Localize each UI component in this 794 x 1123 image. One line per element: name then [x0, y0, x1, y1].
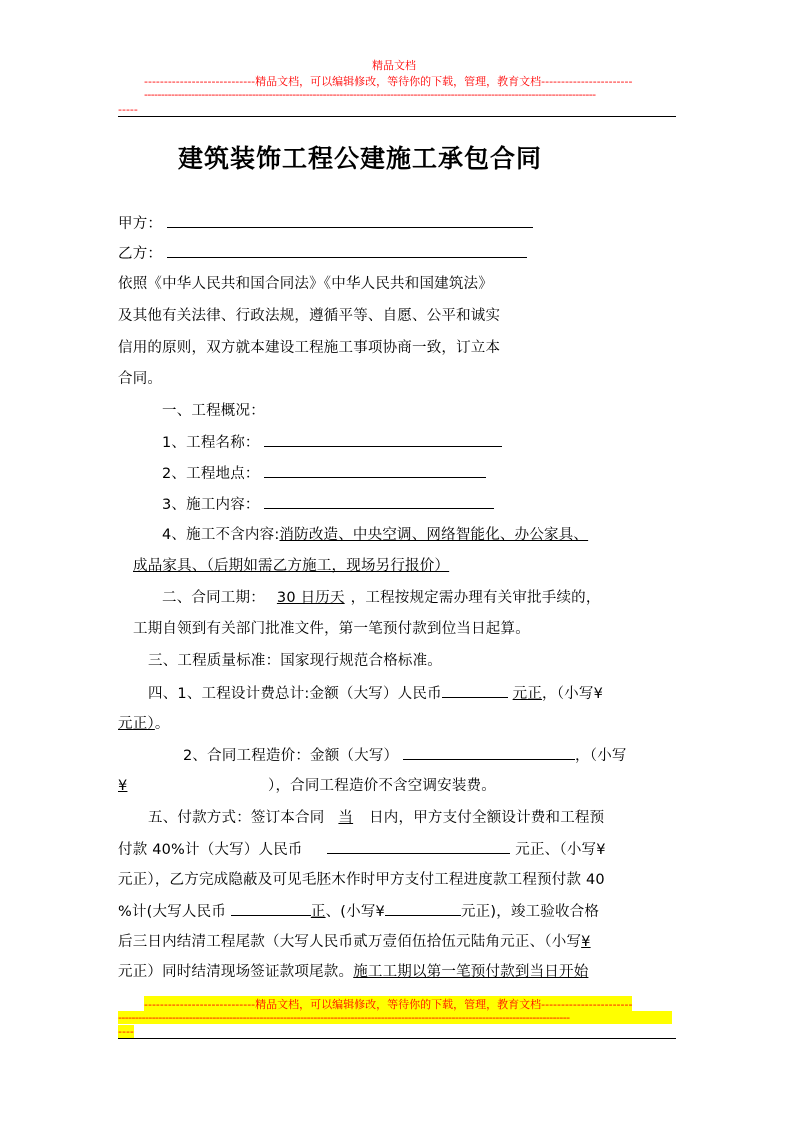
payment-label: 五、付款方式：签订本合同 [148, 810, 325, 826]
project-name-row [162, 432, 502, 453]
party-b-row [118, 243, 527, 264]
contract-period-label: 二、合同工期： [162, 590, 265, 606]
contract-price-yen-field[interactable]: ¥ [118, 778, 128, 794]
footer-banner [144, 996, 632, 1012]
footer-dash-tail: ---- [118, 1025, 134, 1038]
contract-price-small: ，（小写 [575, 748, 627, 764]
contract-price-label: 2、合同工程造价：金额（大写） [183, 748, 399, 764]
payment-line-4-c: 、(小写¥ [325, 904, 385, 920]
project-location-field[interactable] [264, 463, 486, 478]
party-a-label: 甲方： [118, 216, 163, 232]
payment-line-6 [118, 962, 588, 982]
payment-line-4-d: 元正)，竣工验收合格 [460, 904, 600, 920]
payment-line-5 [118, 932, 599, 952]
footer-banner-left-dashes: ---------------------------- [144, 998, 256, 1011]
excluded-content-row [162, 525, 588, 545]
intro-line-2: 及其他有关法律、行政法规，遵循平等、自愿、公平和诚实 [118, 308, 501, 324]
party-a-row [118, 213, 533, 234]
payment-line-1-rest: 日内，甲方支付全额设计费和工程预 [369, 810, 605, 826]
intro-line-1: 依照《中华人民共和国合同法》《中华人民共和国建筑法》 [118, 276, 493, 292]
contract-period-rest: ，工程按规定需办理有关审批手续的， [350, 590, 601, 606]
excluded-content-value-1: 消防改造、中央空调、网络智能化、办公家具、 [279, 527, 589, 543]
footer-dash-line: -------------------------------------------------------------------------------------------------------------------------------------- [118, 1011, 672, 1024]
payment-line-4 [118, 901, 599, 922]
project-location-label: 2、工程地点： [162, 466, 260, 482]
payment-line-1 [148, 808, 604, 828]
project-location-row [162, 463, 486, 484]
contract-price-row-2 [118, 776, 496, 796]
excluded-content-value-2: 成品家具、（后期如需乙方施工，现场另行报价） [133, 558, 450, 574]
header-banner-left-dashes: ---------------------------- [144, 75, 256, 88]
contract-period-value[interactable]: 30 日历天 [276, 590, 345, 606]
design-fee-field[interactable] [442, 683, 508, 698]
progress-amount-field[interactable] [231, 901, 311, 916]
footer-banner-right-dashes: ----------------------- [541, 998, 633, 1011]
header-dash-line: -------------------------------------------------------------------------------------------------------------------------------------- [144, 88, 596, 101]
intro-line-4: 合同。 [118, 371, 163, 387]
header-banner-text: 精品文档，可以编辑修改，等待你的下载，管理，教育文档 [255, 75, 542, 88]
footer-divider [118, 1038, 676, 1039]
footer-banner-text: 精品文档，可以编辑修改，等待你的下载，管理，教育文档 [255, 998, 542, 1011]
section-1-heading: 一、工程概况： [162, 403, 265, 419]
construction-content-row [162, 494, 494, 515]
design-fee-small: ，（小写¥ [542, 686, 604, 702]
section-3: 三、工程质量标准：国家现行规范合格标准。 [148, 653, 442, 669]
project-name-label: 1、工程名称： [162, 435, 260, 451]
excluded-content-label: 4、施工不含内容: [162, 527, 280, 543]
payment-line-5-a: 后三日内结清工程尾款（大写人民币贰万壹佰伍拾伍元陆角元正、（小写 [118, 934, 582, 950]
construction-content-label: 3、施工内容： [162, 497, 260, 513]
payment-line-2 [118, 839, 606, 860]
payment-line-6-b: 施工工期以第一笔预付款到当日开始 [353, 964, 589, 980]
party-a-field-ext[interactable] [495, 213, 533, 228]
design-fee-period: 。 [154, 716, 170, 732]
payment-line-2-a: 付款 40%计（大写）人民币 [118, 842, 303, 858]
payment-day-field[interactable]: 当 [338, 810, 354, 826]
party-a-field[interactable] [167, 213, 495, 228]
design-fee-row [148, 683, 603, 704]
prepayment-amount-field[interactable] [327, 839, 510, 854]
contract-price-row [183, 745, 627, 766]
payment-line-4-a: %计(大写人民币 [118, 904, 227, 920]
header-dash-tail: ----- [118, 103, 138, 116]
progress-amount-small-field[interactable] [385, 901, 461, 916]
progress-amount-unit: 正 [310, 904, 326, 920]
section-2-line-2: 工期自领到有关部门批准文件，第一笔预付款到位当日起算。 [133, 621, 530, 637]
design-fee-unit: 元正 [512, 686, 543, 702]
payment-line-3: 元正），乙方完成隐蔽及可见毛胚木作时甲方支付工程进度款工程预付款 40 [118, 872, 605, 888]
intro-line-3: 信用的原则，双方就本建设工程施工事项协商一致，订立本 [118, 340, 501, 356]
contract-price-field[interactable] [403, 745, 575, 760]
party-b-label: 乙方： [118, 246, 163, 262]
final-payment-yen-field[interactable]: ¥ [581, 934, 591, 950]
party-b-field[interactable] [167, 243, 527, 258]
contract-price-end: ），合同工程造价不含空调安装费。 [268, 778, 496, 794]
payment-line-6-a: 元正）同时结清现场签证款项尾款。 [118, 964, 354, 980]
construction-content-field[interactable] [264, 494, 494, 509]
header-banner [144, 73, 632, 89]
header-divider [118, 116, 676, 117]
header-label: 精品文档 [372, 59, 416, 72]
header-banner-right-dashes: ----------------------- [541, 75, 633, 88]
page-title: 建筑装饰工程公建施工承包合同 [178, 144, 543, 173]
payment-line-2-b: 元正、（小写¥ [515, 842, 606, 858]
design-fee-end: 元正） [118, 716, 155, 732]
section-2-line-1 [162, 588, 601, 608]
design-fee-end-row [118, 714, 170, 734]
project-name-field[interactable] [264, 432, 502, 447]
design-fee-label: 四、1、工程设计费总计:金额（大写）人民币 [148, 686, 442, 702]
